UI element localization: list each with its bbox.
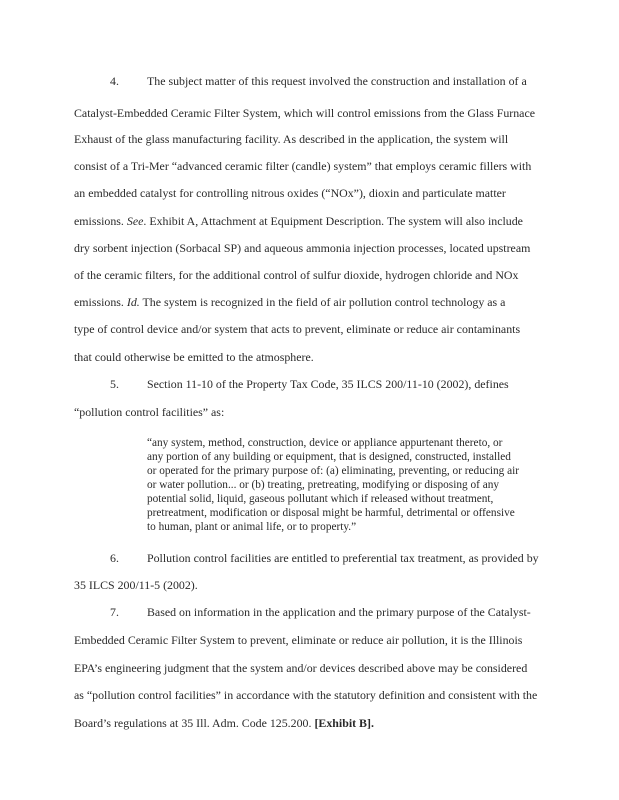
paragraph-7-line-1: Based on information in the application and the primary purpose of the Catalyst- bbox=[147, 605, 531, 619]
quote-line: or operated for the primary purpose of: (a) eliminating, preventing, or reducing air bbox=[147, 465, 520, 477]
paragraph-7-line-4: as “pollution control facilities” in accordance with the statutory definition and consistent with the bbox=[74, 688, 538, 702]
paragraph-number: 4. bbox=[110, 74, 119, 88]
see-citation: See bbox=[126, 214, 144, 228]
paragraph-7-line-3: EPA’s engineering judgment that the system and/or devices described above may be considered bbox=[74, 661, 528, 675]
exhibit-b-reference: [Exhibit B]. bbox=[314, 716, 374, 730]
quote-line: potential solid, liquid, gaseous pollutant which if released without treatment, bbox=[147, 493, 494, 505]
quote-line: “any system, method, construction, device or appliance appurtenant thereto, or bbox=[147, 437, 503, 449]
paragraph-4-line-1: The subject matter of this request involved the construction and installation of a bbox=[147, 74, 527, 88]
paragraph-4-line-11: that could otherwise be emitted to the atmosphere. bbox=[74, 350, 314, 364]
paragraph-6-line-2: 35 ILCS 200/11-5 (2002). bbox=[74, 578, 198, 592]
quote-line: pretreatment, modification or disposal might be harmful, detrimental or offensive bbox=[147, 507, 515, 519]
paragraph-4-line-5: an embedded catalyst for controlling nitrous oxides (“NOx”), dioxin and particulate matter bbox=[74, 186, 506, 200]
quote-line: to human, plant or animal life, or to property.” bbox=[147, 521, 357, 533]
paragraph-4-line-9: emissions. Id. The system is recognized in the field of air pollution control technology as a bbox=[74, 295, 506, 309]
quote-line: any portion of any building or equipment, that is designed, constructed, installed bbox=[147, 451, 511, 463]
paragraph-4-line-3: Exhaust of the glass manufacturing facility. As described in the application, the system will bbox=[74, 132, 509, 146]
paragraph-4-line-4: consist of a Tri-Mer “advanced ceramic filter (candle) system” that employs ceramic fillers with bbox=[74, 159, 532, 173]
quote-line: or water pollution... or (b) treating, pretreating, modifying or disposing of any bbox=[147, 479, 500, 491]
paragraph-6-line-1: Pollution control facilities are entitled to preferential tax treatment, as provided by bbox=[147, 551, 539, 565]
paragraph-4-line-6: emissions. See. Exhibit A, Attachment at Equipment Description. The system will also include bbox=[74, 214, 523, 228]
paragraph-number: 6. bbox=[110, 551, 119, 565]
paragraph-5-line-1: Section 11-10 of the Property Tax Code, 35 ILCS 200/11-10 (2002), defines bbox=[147, 377, 509, 391]
paragraph-5-line-2: “pollution control facilities” as: bbox=[74, 405, 225, 419]
paragraph-4-line-2: Catalyst-Embedded Ceramic Filter System, which will control emissions from the Glass Furnace bbox=[74, 106, 536, 120]
paragraph-7-line-5: Board’s regulations at 35 Ill. Adm. Code 125.200. [Exhibit B]. bbox=[74, 716, 374, 730]
paragraph-4-line-10: type of control device and/or system that acts to prevent, eliminate or reduce air contaminants bbox=[74, 322, 521, 336]
id-citation: Id. bbox=[126, 295, 140, 309]
paragraph-4-line-7: dry sorbent injection (Sorbacal SP) and aqueous ammonia injection processes, located upstream bbox=[74, 241, 531, 255]
paragraph-number: 7. bbox=[110, 605, 119, 619]
paragraph-4-line-8: of the ceramic filters, for the additional control of sulfur dioxide, hydrogen chloride and NOx bbox=[74, 268, 519, 282]
paragraph-number: 5. bbox=[110, 377, 119, 391]
paragraph-7-line-2: Embedded Ceramic Filter System to prevent, eliminate or reduce air pollution, it is the Illinois bbox=[74, 633, 523, 647]
